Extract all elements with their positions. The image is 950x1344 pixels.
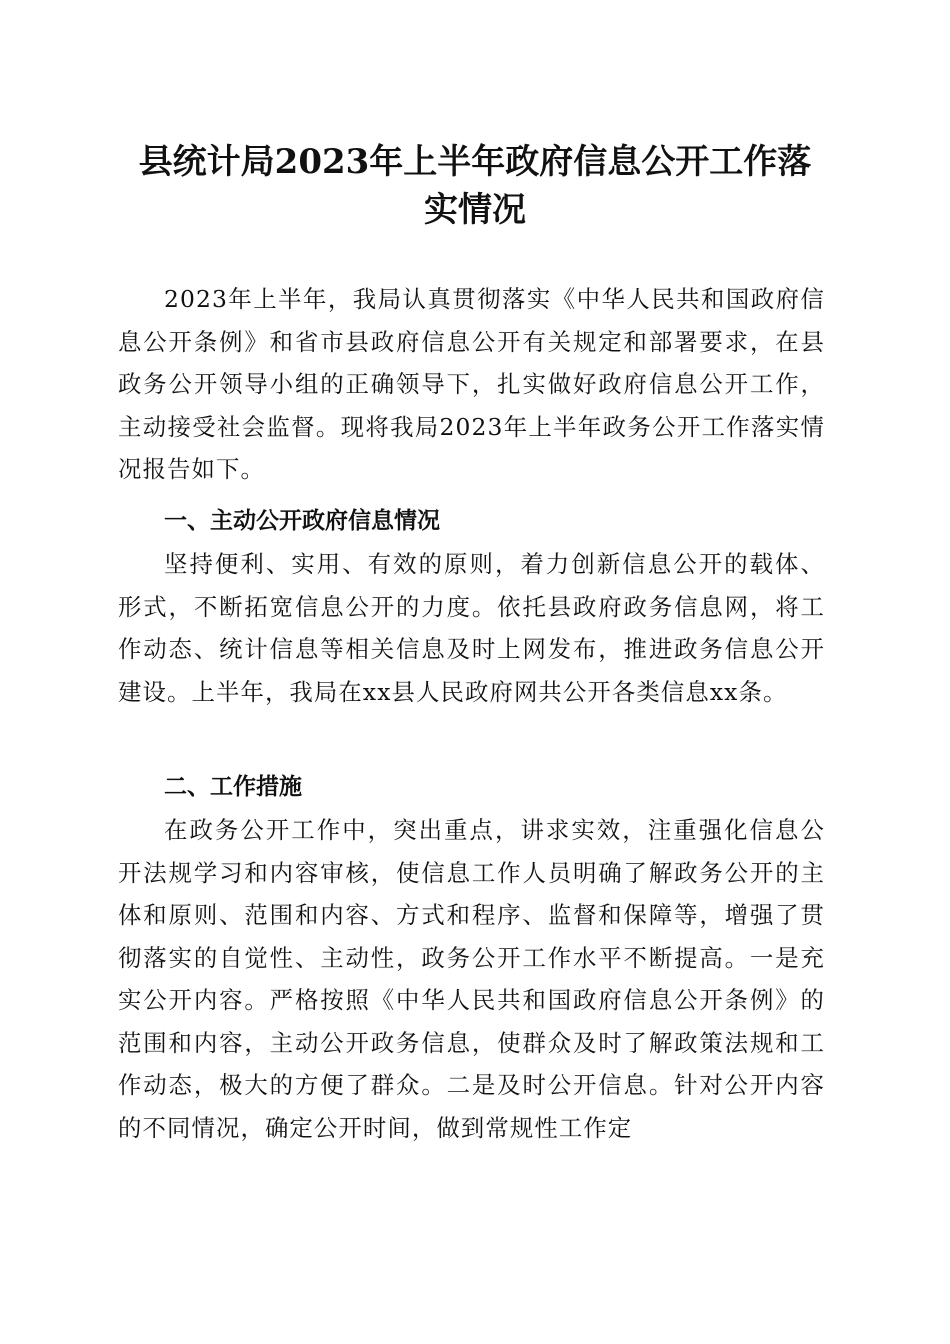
intro-paragraph: 2023年上半年，我局认真贯彻落实《中华人民共和国政府信息公开条例》和省市县政府信息公开有关规定和部署要求，在县政务公开领导小组的正确领导下，扎实做好政府信息公开工作，主动接受社会监督。现将我局2023年上半年政务公开工作落实情况报告如下。 [118, 285, 825, 483]
title-line-2: 实情况 [424, 190, 526, 230]
section-2-heading: 二、工作措施 [164, 774, 302, 800]
document-title [100, 138, 850, 234]
section-1-heading: 一、主动公开政府信息情况 [164, 508, 440, 534]
section-1-paragraph: 坚持便利、实用、有效的原则，着力创新信息公开的载体、形式，不断拓宽信息公开的力度。依托县政府政务信息网，将工作动态、统计信息等相关信息及时上网发布，推进政务信息公开建设。上半年，我局在xx县人民政府网共公开各类信息xx条。 [118, 550, 825, 706]
section-2-paragraph: 在政务公开工作中，突出重点，讲求实效，注重强化信息公开法规学习和内容审核，使信息工作人员明确了解政务公开的主体和原则、范围和内容、方式和程序、监督和保障等，增强了贯彻落实的自觉性、主动性，政务公开工作水平不断提高。一是充实公开内容。严格按照《中华人民共和国政府信息公开条例》的范围和内容，主动公开政务信息，使群众及时了解政策法规和工作动态，极大的方便了群众。二是及时公开信息。针对公开内容的不同情况，确定公开时间，做到常规性工作定 [118, 816, 825, 1142]
title-line-1: 县统计局2023年上半年政府信息公开工作落 [138, 142, 812, 182]
